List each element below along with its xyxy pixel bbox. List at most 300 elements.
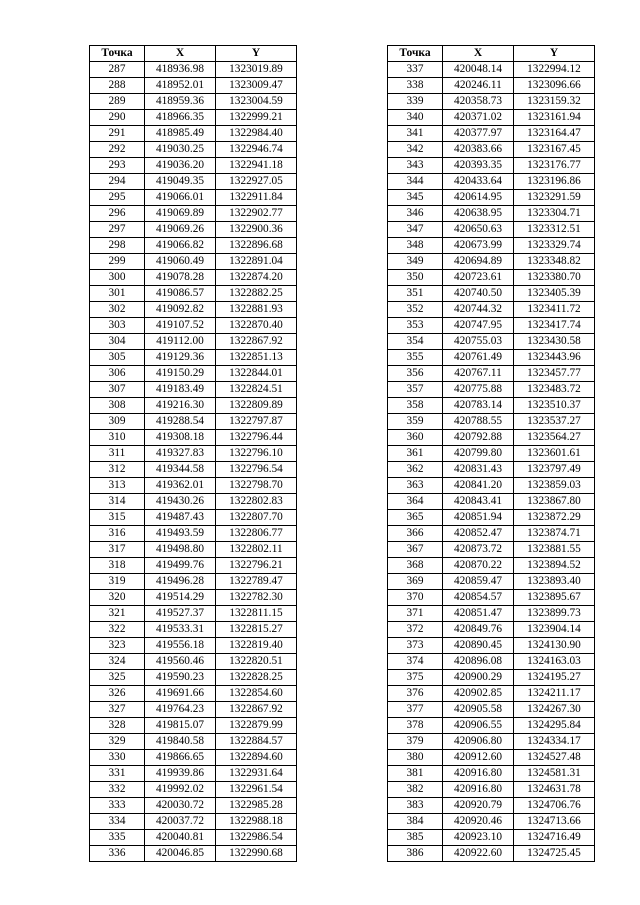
cell-y: 1323329.74 — [514, 238, 595, 254]
cell-point: 351 — [388, 286, 443, 302]
cell-y: 1322867.92 — [216, 334, 297, 350]
table-row — [90, 334, 297, 350]
table-row — [90, 638, 297, 654]
cell-x: 419556.18 — [145, 638, 216, 654]
cell-y: 1323797.49 — [514, 462, 595, 478]
cell-y: 1323893.40 — [514, 574, 595, 590]
cell-x: 420030.72 — [145, 798, 216, 814]
table-row — [90, 542, 297, 558]
cell-x: 420767.11 — [443, 366, 514, 382]
cell-point: 343 — [388, 158, 443, 174]
cell-y: 1324713.66 — [514, 814, 595, 830]
cell-x: 419866.65 — [145, 750, 216, 766]
cell-point: 377 — [388, 702, 443, 718]
cell-point: 305 — [90, 350, 145, 366]
table-row — [388, 414, 595, 430]
cell-point: 360 — [388, 430, 443, 446]
cell-point: 313 — [90, 478, 145, 494]
cell-x: 419107.52 — [145, 318, 216, 334]
cell-point: 295 — [90, 190, 145, 206]
cell-point: 292 — [90, 142, 145, 158]
cell-point: 329 — [90, 734, 145, 750]
cell-point: 291 — [90, 126, 145, 142]
cell-y: 1324581.31 — [514, 766, 595, 782]
cell-y: 1324195.27 — [514, 670, 595, 686]
table-row — [90, 126, 297, 142]
table-row — [388, 78, 595, 94]
table-row — [90, 558, 297, 574]
cell-x: 419527.37 — [145, 606, 216, 622]
cell-point: 368 — [388, 558, 443, 574]
cell-point: 342 — [388, 142, 443, 158]
header-point: Точка — [90, 46, 145, 62]
cell-point: 346 — [388, 206, 443, 222]
cell-y: 1323348.82 — [514, 254, 595, 270]
cell-point: 347 — [388, 222, 443, 238]
table-row — [90, 174, 297, 190]
cell-point: 362 — [388, 462, 443, 478]
table-row — [90, 222, 297, 238]
cell-x: 419939.86 — [145, 766, 216, 782]
cell-y: 1322999.21 — [216, 110, 297, 126]
cell-x: 419183.49 — [145, 382, 216, 398]
cell-x: 419060.49 — [145, 254, 216, 270]
cell-y: 1323004.59 — [216, 94, 297, 110]
cell-point: 369 — [388, 574, 443, 590]
cell-x: 419533.31 — [145, 622, 216, 638]
cell-point: 363 — [388, 478, 443, 494]
cell-y: 1322796.10 — [216, 446, 297, 462]
cell-x: 420890.45 — [443, 638, 514, 654]
cell-y: 1324631.78 — [514, 782, 595, 798]
cell-x: 419362.01 — [145, 478, 216, 494]
table-row — [90, 574, 297, 590]
cell-point: 382 — [388, 782, 443, 798]
table-row — [90, 590, 297, 606]
table-row — [388, 206, 595, 222]
cell-x: 420859.47 — [443, 574, 514, 590]
cell-y: 1322927.05 — [216, 174, 297, 190]
cell-point: 287 — [90, 62, 145, 78]
cell-x: 419992.02 — [145, 782, 216, 798]
cell-x: 420916.80 — [443, 782, 514, 798]
cell-y: 1322844.01 — [216, 366, 297, 382]
cell-point: 364 — [388, 494, 443, 510]
cell-point: 337 — [388, 62, 443, 78]
cell-point: 336 — [90, 846, 145, 862]
cell-point: 344 — [388, 174, 443, 190]
table-row — [388, 334, 595, 350]
cell-point: 308 — [90, 398, 145, 414]
cell-y: 1323159.32 — [514, 94, 595, 110]
cell-x: 420920.46 — [443, 814, 514, 830]
cell-x: 420920.79 — [443, 798, 514, 814]
table-row — [388, 270, 595, 286]
cell-y: 1322820.51 — [216, 654, 297, 670]
cell-y: 1322985.28 — [216, 798, 297, 814]
table-row — [388, 286, 595, 302]
cell-y: 1322796.44 — [216, 430, 297, 446]
cell-point: 314 — [90, 494, 145, 510]
table-row — [388, 526, 595, 542]
cell-x: 420393.35 — [443, 158, 514, 174]
cell-x: 419590.23 — [145, 670, 216, 686]
cell-point: 385 — [388, 830, 443, 846]
table-row — [388, 350, 595, 366]
cell-y: 1322819.40 — [216, 638, 297, 654]
cell-y: 1323312.51 — [514, 222, 595, 238]
table-row — [90, 526, 297, 542]
table-row — [388, 142, 595, 158]
header-x: X — [443, 46, 514, 62]
cell-x: 418966.35 — [145, 110, 216, 126]
cell-y: 1322809.89 — [216, 398, 297, 414]
table-row — [90, 510, 297, 526]
cell-y: 1324716.49 — [514, 830, 595, 846]
cell-x: 419487.43 — [145, 510, 216, 526]
cell-y: 1323881.55 — [514, 542, 595, 558]
table-row — [90, 654, 297, 670]
cell-point: 310 — [90, 430, 145, 446]
cell-x: 420905.58 — [443, 702, 514, 718]
table-row — [90, 398, 297, 414]
cell-y: 1324334.17 — [514, 734, 595, 750]
cell-x: 419815.07 — [145, 718, 216, 734]
header-y: Y — [514, 46, 595, 62]
cell-x: 420048.14 — [443, 62, 514, 78]
table-row — [90, 670, 297, 686]
cell-x: 420246.11 — [443, 78, 514, 94]
table-row — [90, 414, 297, 430]
cell-x: 420923.10 — [443, 830, 514, 846]
cell-y: 1322881.93 — [216, 302, 297, 318]
cell-y: 1323411.72 — [514, 302, 595, 318]
cell-y: 1322798.70 — [216, 478, 297, 494]
coordinates-table-left — [89, 45, 297, 862]
cell-y: 1322986.54 — [216, 830, 297, 846]
table-row — [388, 254, 595, 270]
cell-y: 1323405.39 — [514, 286, 595, 302]
table-row — [388, 478, 595, 494]
cell-y: 1322931.64 — [216, 766, 297, 782]
table-row — [90, 430, 297, 446]
table-row — [90, 462, 297, 478]
cell-x: 420650.63 — [443, 222, 514, 238]
table-row — [90, 270, 297, 286]
cell-x: 420843.41 — [443, 494, 514, 510]
cell-x: 420841.20 — [443, 478, 514, 494]
cell-point: 323 — [90, 638, 145, 654]
cell-y: 1322988.18 — [216, 814, 297, 830]
table-row — [90, 622, 297, 638]
cell-point: 357 — [388, 382, 443, 398]
cell-point: 378 — [388, 718, 443, 734]
table-row — [388, 622, 595, 638]
cell-x: 420638.95 — [443, 206, 514, 222]
cell-y: 1323417.74 — [514, 318, 595, 334]
cell-point: 318 — [90, 558, 145, 574]
table-row — [90, 94, 297, 110]
cell-y: 1324527.48 — [514, 750, 595, 766]
table-row — [388, 606, 595, 622]
cell-y: 1322961.54 — [216, 782, 297, 798]
table-row — [388, 158, 595, 174]
cell-y: 1322894.60 — [216, 750, 297, 766]
cell-y: 1323291.59 — [514, 190, 595, 206]
table-row — [388, 398, 595, 414]
table-row — [90, 158, 297, 174]
cell-point: 349 — [388, 254, 443, 270]
table-row — [388, 62, 595, 78]
cell-point: 375 — [388, 670, 443, 686]
cell-point: 333 — [90, 798, 145, 814]
cell-point: 381 — [388, 766, 443, 782]
cell-x: 420037.72 — [145, 814, 216, 830]
cell-x: 419344.58 — [145, 462, 216, 478]
cell-point: 301 — [90, 286, 145, 302]
cell-y: 1322946.74 — [216, 142, 297, 158]
cell-point: 379 — [388, 734, 443, 750]
table-row — [388, 670, 595, 686]
cell-x: 419840.58 — [145, 734, 216, 750]
cell-x: 420902.85 — [443, 686, 514, 702]
cell-point: 370 — [388, 590, 443, 606]
cell-point: 296 — [90, 206, 145, 222]
cell-point: 316 — [90, 526, 145, 542]
table-row — [388, 590, 595, 606]
cell-y: 1323167.45 — [514, 142, 595, 158]
cell-x: 420783.14 — [443, 398, 514, 414]
cell-x: 420906.80 — [443, 734, 514, 750]
cell-x: 419069.26 — [145, 222, 216, 238]
cell-x: 419112.00 — [145, 334, 216, 350]
cell-x: 419066.01 — [145, 190, 216, 206]
cell-x: 420046.85 — [145, 846, 216, 862]
cell-y: 1323176.77 — [514, 158, 595, 174]
cell-point: 386 — [388, 846, 443, 862]
table-row — [388, 718, 595, 734]
cell-point: 307 — [90, 382, 145, 398]
table-row — [90, 846, 297, 862]
cell-x: 419499.76 — [145, 558, 216, 574]
cell-y: 1322782.30 — [216, 590, 297, 606]
table-row — [90, 110, 297, 126]
cell-point: 359 — [388, 414, 443, 430]
table-row — [388, 190, 595, 206]
cell-x: 420673.99 — [443, 238, 514, 254]
cell-x: 418959.36 — [145, 94, 216, 110]
cell-point: 352 — [388, 302, 443, 318]
cell-y: 1324211.17 — [514, 686, 595, 702]
cell-point: 348 — [388, 238, 443, 254]
cell-point: 358 — [388, 398, 443, 414]
cell-y: 1323483.72 — [514, 382, 595, 398]
cell-y: 1323019.89 — [216, 62, 297, 78]
cell-x: 419430.26 — [145, 494, 216, 510]
cell-x: 419030.25 — [145, 142, 216, 158]
cell-x: 420744.32 — [443, 302, 514, 318]
cell-y: 1322994.12 — [514, 62, 595, 78]
cell-point: 356 — [388, 366, 443, 382]
cell-y: 1322806.77 — [216, 526, 297, 542]
cell-point: 335 — [90, 830, 145, 846]
table-row — [90, 350, 297, 366]
table-row — [90, 766, 297, 782]
cell-y: 1322796.21 — [216, 558, 297, 574]
table-row — [90, 734, 297, 750]
table-row — [388, 222, 595, 238]
cell-y: 1323457.77 — [514, 366, 595, 382]
cell-point: 367 — [388, 542, 443, 558]
table-row — [388, 510, 595, 526]
cell-y: 1323867.80 — [514, 494, 595, 510]
table-row — [90, 382, 297, 398]
cell-point: 324 — [90, 654, 145, 670]
cell-y: 1323304.71 — [514, 206, 595, 222]
table-row — [388, 94, 595, 110]
table-header-row — [90, 46, 297, 62]
cell-x: 419066.82 — [145, 238, 216, 254]
cell-point: 350 — [388, 270, 443, 286]
table-row — [388, 382, 595, 398]
cell-y: 1323894.52 — [514, 558, 595, 574]
cell-point: 334 — [90, 814, 145, 830]
cell-x: 420788.55 — [443, 414, 514, 430]
cell-point: 304 — [90, 334, 145, 350]
cell-point: 317 — [90, 542, 145, 558]
cell-x: 420433.64 — [443, 174, 514, 190]
cell-x: 419764.23 — [145, 702, 216, 718]
cell-x: 419327.83 — [145, 446, 216, 462]
table-row — [388, 462, 595, 478]
cell-y: 1322990.68 — [216, 846, 297, 862]
table-row — [388, 846, 595, 862]
table-row — [388, 654, 595, 670]
cell-y: 1323859.03 — [514, 478, 595, 494]
cell-x: 419498.80 — [145, 542, 216, 558]
header-x: X — [145, 46, 216, 62]
cell-x: 420873.72 — [443, 542, 514, 558]
cell-point: 320 — [90, 590, 145, 606]
cell-y: 1323904.14 — [514, 622, 595, 638]
cell-point: 315 — [90, 510, 145, 526]
cell-point: 341 — [388, 126, 443, 142]
cell-y: 1322802.83 — [216, 494, 297, 510]
table-row — [90, 830, 297, 846]
cell-point: 331 — [90, 766, 145, 782]
cell-x: 419493.59 — [145, 526, 216, 542]
cell-y: 1322851.13 — [216, 350, 297, 366]
cell-x: 420377.97 — [443, 126, 514, 142]
cell-point: 319 — [90, 574, 145, 590]
cell-x: 419049.35 — [145, 174, 216, 190]
cell-point: 294 — [90, 174, 145, 190]
table-row — [90, 494, 297, 510]
table-row — [388, 702, 595, 718]
cell-x: 420831.43 — [443, 462, 514, 478]
cell-point: 376 — [388, 686, 443, 702]
cell-x: 419069.89 — [145, 206, 216, 222]
cell-y: 1323601.61 — [514, 446, 595, 462]
table-row — [388, 782, 595, 798]
cell-y: 1324163.03 — [514, 654, 595, 670]
cell-point: 298 — [90, 238, 145, 254]
cell-x: 420755.03 — [443, 334, 514, 350]
cell-x: 420723.61 — [443, 270, 514, 286]
cell-point: 361 — [388, 446, 443, 462]
cell-point: 297 — [90, 222, 145, 238]
table-row — [90, 142, 297, 158]
cell-point: 353 — [388, 318, 443, 334]
cell-y: 1322867.92 — [216, 702, 297, 718]
cell-point: 383 — [388, 798, 443, 814]
cell-x: 419129.36 — [145, 350, 216, 366]
cell-y: 1322900.36 — [216, 222, 297, 238]
cell-point: 306 — [90, 366, 145, 382]
table-row — [90, 750, 297, 766]
table-row — [90, 814, 297, 830]
cell-point: 354 — [388, 334, 443, 350]
cell-point: 311 — [90, 446, 145, 462]
cell-y: 1323874.71 — [514, 526, 595, 542]
table-row — [388, 574, 595, 590]
table-row — [388, 798, 595, 814]
cell-point: 322 — [90, 622, 145, 638]
table-row — [90, 254, 297, 270]
table-row — [388, 110, 595, 126]
cell-point: 325 — [90, 670, 145, 686]
cell-point: 384 — [388, 814, 443, 830]
table-row — [388, 542, 595, 558]
table-row — [90, 302, 297, 318]
cell-y: 1323564.27 — [514, 430, 595, 446]
cell-x: 420852.47 — [443, 526, 514, 542]
cell-x: 419288.54 — [145, 414, 216, 430]
cell-y: 1322811.15 — [216, 606, 297, 622]
cell-y: 1322911.84 — [216, 190, 297, 206]
table-row — [388, 446, 595, 462]
cell-point: 312 — [90, 462, 145, 478]
cell-y: 1323161.94 — [514, 110, 595, 126]
table-row — [388, 174, 595, 190]
cell-point: 338 — [388, 78, 443, 94]
cell-y: 1323872.29 — [514, 510, 595, 526]
cell-x: 418985.49 — [145, 126, 216, 142]
cell-y: 1322802.11 — [216, 542, 297, 558]
cell-y: 1324267.30 — [514, 702, 595, 718]
cell-point: 373 — [388, 638, 443, 654]
cell-point: 309 — [90, 414, 145, 430]
cell-x: 420747.95 — [443, 318, 514, 334]
cell-x: 419086.57 — [145, 286, 216, 302]
cell-x: 420740.50 — [443, 286, 514, 302]
table-row — [90, 286, 297, 302]
cell-x: 420870.22 — [443, 558, 514, 574]
cell-point: 345 — [388, 190, 443, 206]
cell-point: 288 — [90, 78, 145, 94]
cell-point: 303 — [90, 318, 145, 334]
table-row — [388, 558, 595, 574]
cell-x: 419308.18 — [145, 430, 216, 446]
table-row — [388, 750, 595, 766]
cell-x: 420799.80 — [443, 446, 514, 462]
cell-x: 420896.08 — [443, 654, 514, 670]
cell-x: 420371.02 — [443, 110, 514, 126]
cell-y: 1322896.68 — [216, 238, 297, 254]
cell-point: 371 — [388, 606, 443, 622]
cell-point: 374 — [388, 654, 443, 670]
cell-point: 355 — [388, 350, 443, 366]
